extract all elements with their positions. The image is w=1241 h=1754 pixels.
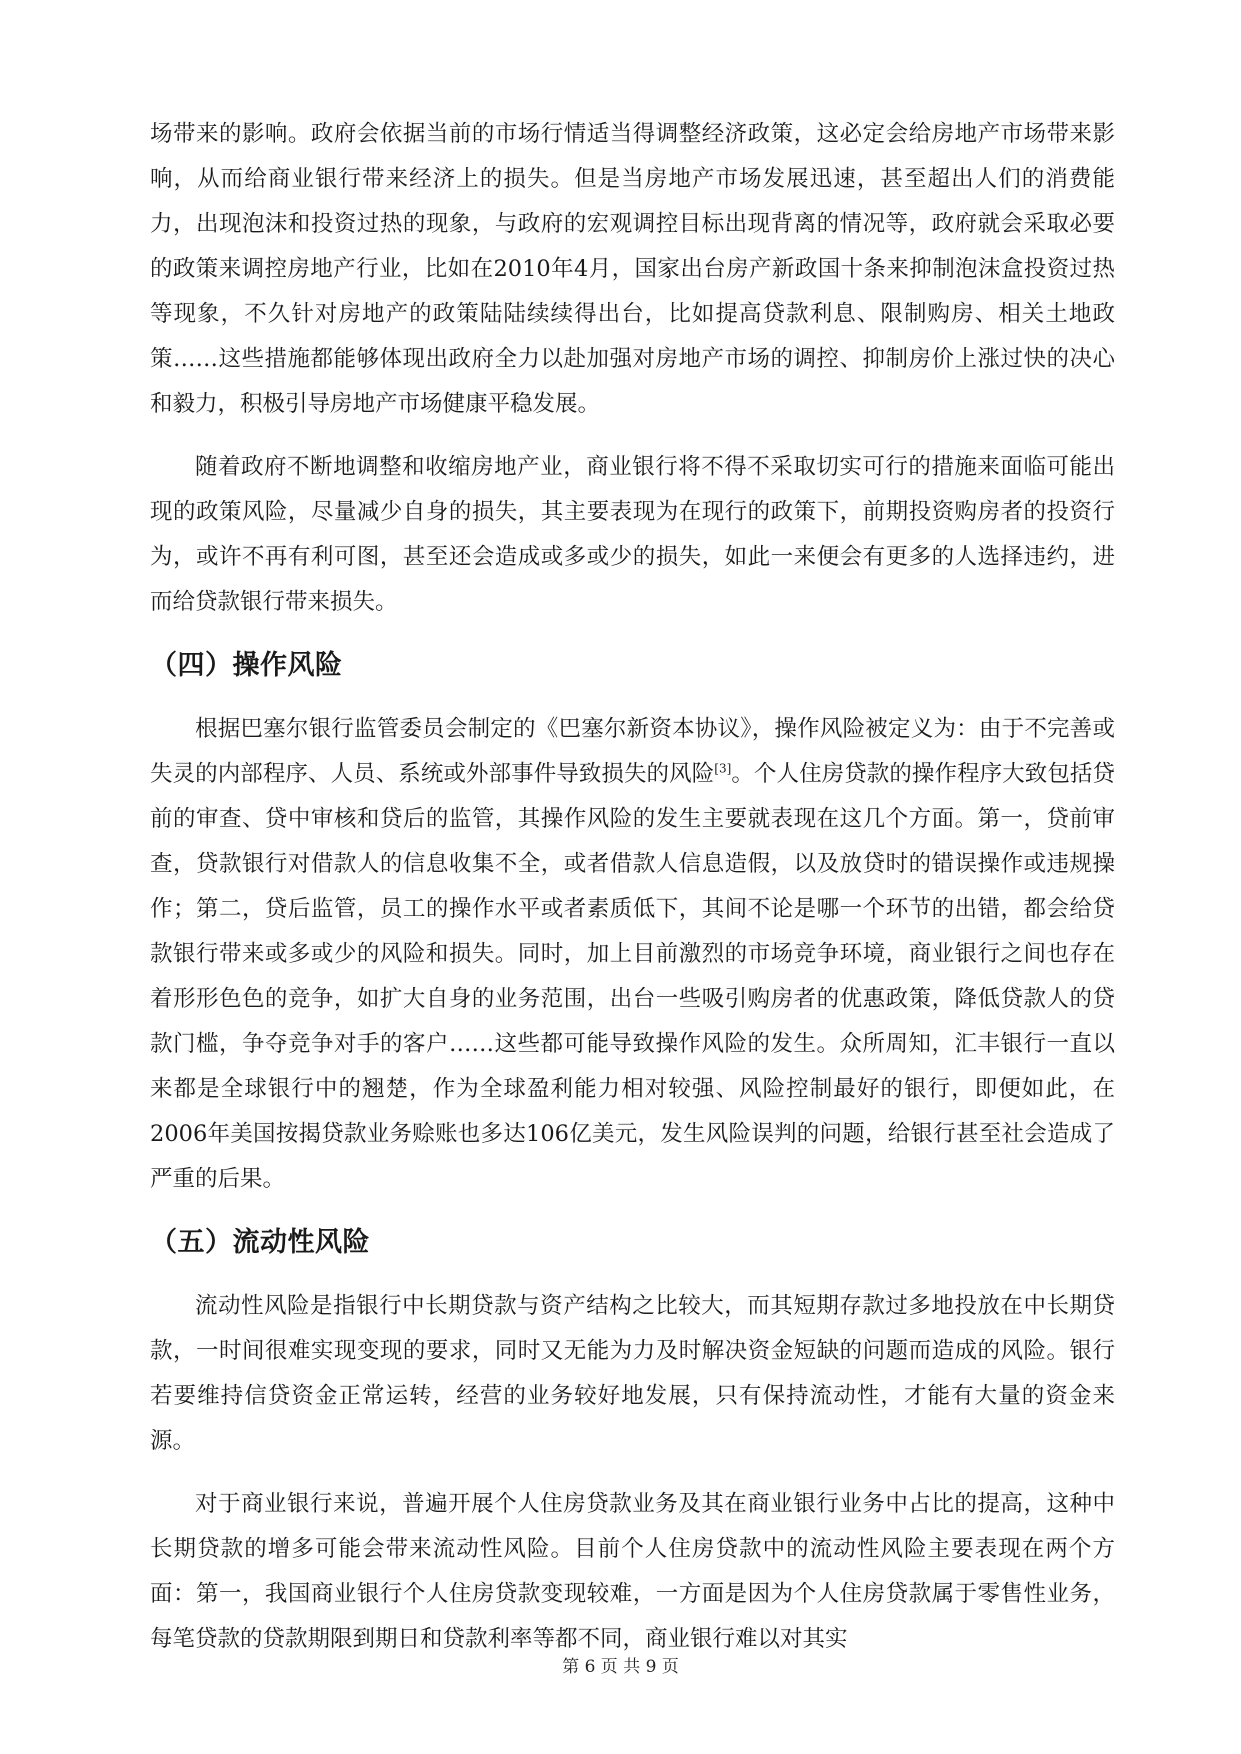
citation-ref: [3] — [714, 761, 732, 776]
paragraph-text: 。个人住房贷款的操作程序大致包括贷前的审查、贷中审核和贷后的监管，其操作风险的发生主要就表现在这几个方面。第一，贷前审查，贷款银行对借款人的信息收集不全，或者借款人信息造假，以及放贷时的错误操作或违规操作；第二，贷后监管，员工的操作水平或者素质低下，其间不论是哪一个环节的出错，都会给贷款银行带来或多或少的风险和损失。同时，加上目前激烈的市场竞争环境，商业银行之间也存在着形形色色的竞争，如扩大自身的业务范围，出台一些吸引购房者的优惠政策，降低贷款人的贷款门槛，争夺竞争对手的客户……这些都可能导致操作风险的发生。众所周知，汇丰银行一直以来都是全球银行中的翘楚，作为全球盈利能力相对较强、风险控制最好的银行，即便如此，在2006年美国按揭贷款业务赊账也多达106亿美元，发生风险误判的问题，给银行甚至社会造成了严重的后果。 — [150, 761, 1115, 1192]
paragraph-operational-risk — [150, 707, 1115, 1202]
paragraph-policy-risk: 随着政府不断地调整和收缩房地产业，商业银行将不得不采取切实可行的措施来面临可能出现的政策风险，尽量减少自身的损失，其主要表现为在现行的政策下，前期投资购房者的投资行为，或许不再有利可图，甚至还会造成或多或少的损失，如此一来便会有更多的人选择违约，进而给贷款银行带来损失。 — [150, 454, 1115, 615]
paragraph-liquidity-risk-2: 对于商业银行来说，普遍开展个人住房贷款业务及其在商业银行业务中占比的提高，这种中长期贷款的增多可能会带来流动性风险。目前个人住房贷款中的流动性风险主要表现在两个方面：第一，我国商业银行个人住房贷款变现较难，一方面是因为个人住房贷款属于零售性业务，每笔贷款的贷款期限到期日和贷款利率等都不同，商业银行难以对其实 — [150, 1491, 1115, 1652]
section-heading-liquidity-risk: （五）流动性风险 — [150, 1227, 370, 1258]
paragraph-continued: 场带来的影响。政府会依据当前的市场行情适当得调整经济政策，这必定会给房地产市场带来影响，从而给商业银行带来经济上的损失。但是当房地产市场发展迅速，甚至超出人们的消费能力，出现泡沫和投资过热的现象，与政府的宏观调控目标出现背离的情况等，政府就会采取必要的政策来调控房地产行业，比如在2010年4月，国家出台房产新政国十条来抑制泡沫盒投资过热等现象，不久针对房地产的政策陆陆续续得出台，比如提高贷款利息、限制购房、相关土地政策……这些措施都能够体现出政府全力以赴加强对房地产市场的调控、抑制房价上涨过快的决心和毅力，积极引导房地产市场健康平稳发展。 — [150, 121, 1115, 417]
page-number-footer: 第 6 页 共 9 页 — [562, 1657, 679, 1677]
section-heading-operational-risk: （四）操作风险 — [150, 650, 343, 681]
paragraph-liquidity-risk-1: 流动性风险是指银行中长期贷款与资产结构之比较大，而其短期存款过多地投放在中长期贷款，一时间很难实现变现的要求，同时又无能为力及时解决资金短缺的问题而造成的风险。银行若要维持信贷资金正常运转，经营的业务较好地发展，只有保持流动性，才能有大量的资金来源。 — [150, 1293, 1115, 1454]
document-page — [150, 112, 1115, 1680]
paragraph-text: 根据巴塞尔银行监管委员会制定的《巴塞尔新资本协议》，操作风险被定义为：由于不完善或失灵的内部程序、人员、系统或外部事件导致损失的风险 — [150, 716, 1115, 787]
